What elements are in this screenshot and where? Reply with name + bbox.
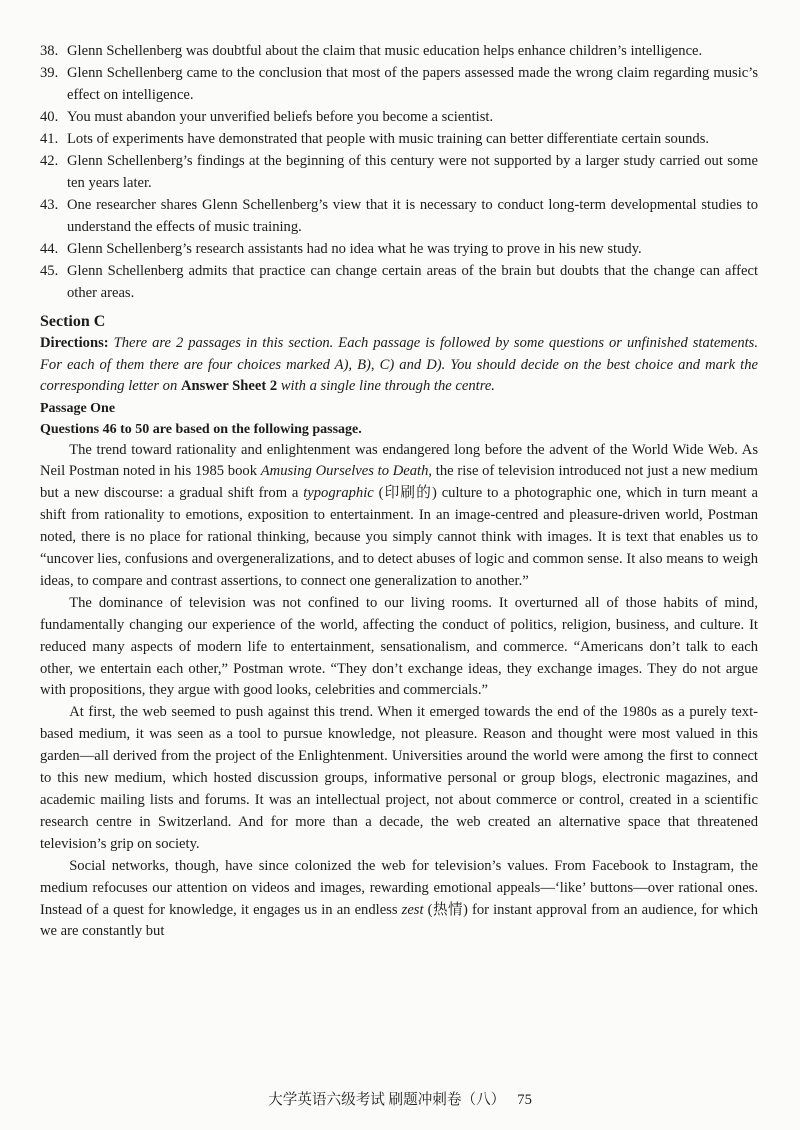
- section-title: Section C: [40, 313, 106, 330]
- page-footer: [0, 1088, 800, 1109]
- list-item: 44. Glenn Schellenberg’s research assistants had no idea what he was trying to prove in his new study.: [40, 241, 642, 257]
- statement-list: [40, 40, 758, 304]
- passage-title: Passage One: [40, 400, 116, 416]
- answer-sheet-label: Answer Sheet 2: [180, 378, 278, 394]
- list-item: 41. Lots of experiments have demonstrated that people with music training can better differentiate certain sounds.: [40, 131, 710, 147]
- directions-text: There are 2 passages in this section. Each passage is followed by some questions or unfinished statements. For each of them there are four choices marked A), B), C) and D). You should decide on the best choice and mark the corresponding letter on: [40, 335, 758, 394]
- list-item: 43. One researcher shares Glenn Schellenberg’s view that it is necessary to conduct long-term developmental studies to understand the effects of music training.: [40, 197, 758, 235]
- paragraph-1: The trend toward rationality and enlightenment was endangered long before the advent of the World Wide Web. As Neil Postman noted in his 1985 book Amusing Ourselves to Death, the rise of television introduced not just a new medium but a new discourse: a gradual shift from a typographic (印刷的) culture to a photographic one, which in turn meant a shift from rationality to emotions, exposition to entertainment. In an image-centred and pleasure-driven world, Postman noted, there is no place for rational thinking, because you simply cannot think with images. It is text that enables us to “uncover lies, confusions and overgeneralizations, and to detect abuses of logic and common sense. It also means to weigh ideas, to compare and contrast assertions, to connect one generalization to another.”: [40, 441, 758, 589]
- list-item: 40. You must abandon your unverified beliefs before you become a scientist.: [40, 109, 494, 125]
- question-range: Questions 46 to 50 are based on the following passage.: [40, 421, 362, 437]
- list-item: 38. Glenn Schellenberg was doubtful about the claim that music education helps enhance children’s intelligence.: [40, 43, 703, 59]
- book-title: Amusing Ourselves to Death: [260, 463, 429, 480]
- paragraph-2: The dominance of television was not confined to our living rooms. It overturned all of those habits of mind, fundamentally changing our experience of the world, affecting the conduct of politics, religion, business, and culture. It reduced many aspects of modern life to entertainment, sensationalism, and commerce. “Americans don’t talk to each other, we entertain each other,” Postman wrote. “They don’t exchange ideas, they exchange images. They do not argue with propositions, they argue with good looks, celebrities and commercials.”: [40, 594, 758, 699]
- paragraph-3: At first, the web seemed to push against this trend. When it emerged towards the end of the 1980s as a purely text-based medium, it was seen as a tool to pursue knowledge, not pleasure. Reason and thought were most valued in this garden—all derived from the project of the Enlightenment. Universities around the world were among the first to connect to this new medium, which hosted discussion groups, informative personal or group blogs, electronic magazines, and academic mailing lists and forums. It was an intellectual project, not about commerce or control, created in a scientific research centre in Switzerland. And for more than a decade, the web created an alternative space that threatened television’s grip on society.: [40, 704, 758, 852]
- term-zest: zest: [401, 901, 424, 918]
- list-item: 45. Glenn Schellenberg admits that practice can change certain areas of the brain but doubts that the change can affect other areas.: [40, 263, 758, 301]
- directions-label: Directions:: [40, 335, 109, 351]
- page-number: 75: [517, 1092, 532, 1108]
- term-typographic: typographic: [303, 485, 374, 502]
- directions: [40, 333, 758, 398]
- list-item: 39. Glenn Schellenberg came to the conclusion that most of the papers assessed made the wrong claim regarding music’s effect on intelligence.: [40, 65, 758, 103]
- paragraph-4: Social networks, though, have since colonized the web for television’s values. From Facebook to Instagram, the medium refocuses our attention on videos and images, rewarding emotional appeals—‘like’ buttons—over rational ones. Instead of a quest for knowledge, it engages us in an endless zest (热情) for instant approval from an audience, for which we are constantly but: [40, 857, 758, 940]
- directions-text-end: with a single line through the centre.: [280, 378, 495, 394]
- list-item: 42. Glenn Schellenberg’s findings at the beginning of this century were not supported by a larger study carried out some ten years later.: [40, 153, 758, 191]
- footer-title: 大学英语六级考试 刷题冲刺卷（八）: [268, 1092, 506, 1108]
